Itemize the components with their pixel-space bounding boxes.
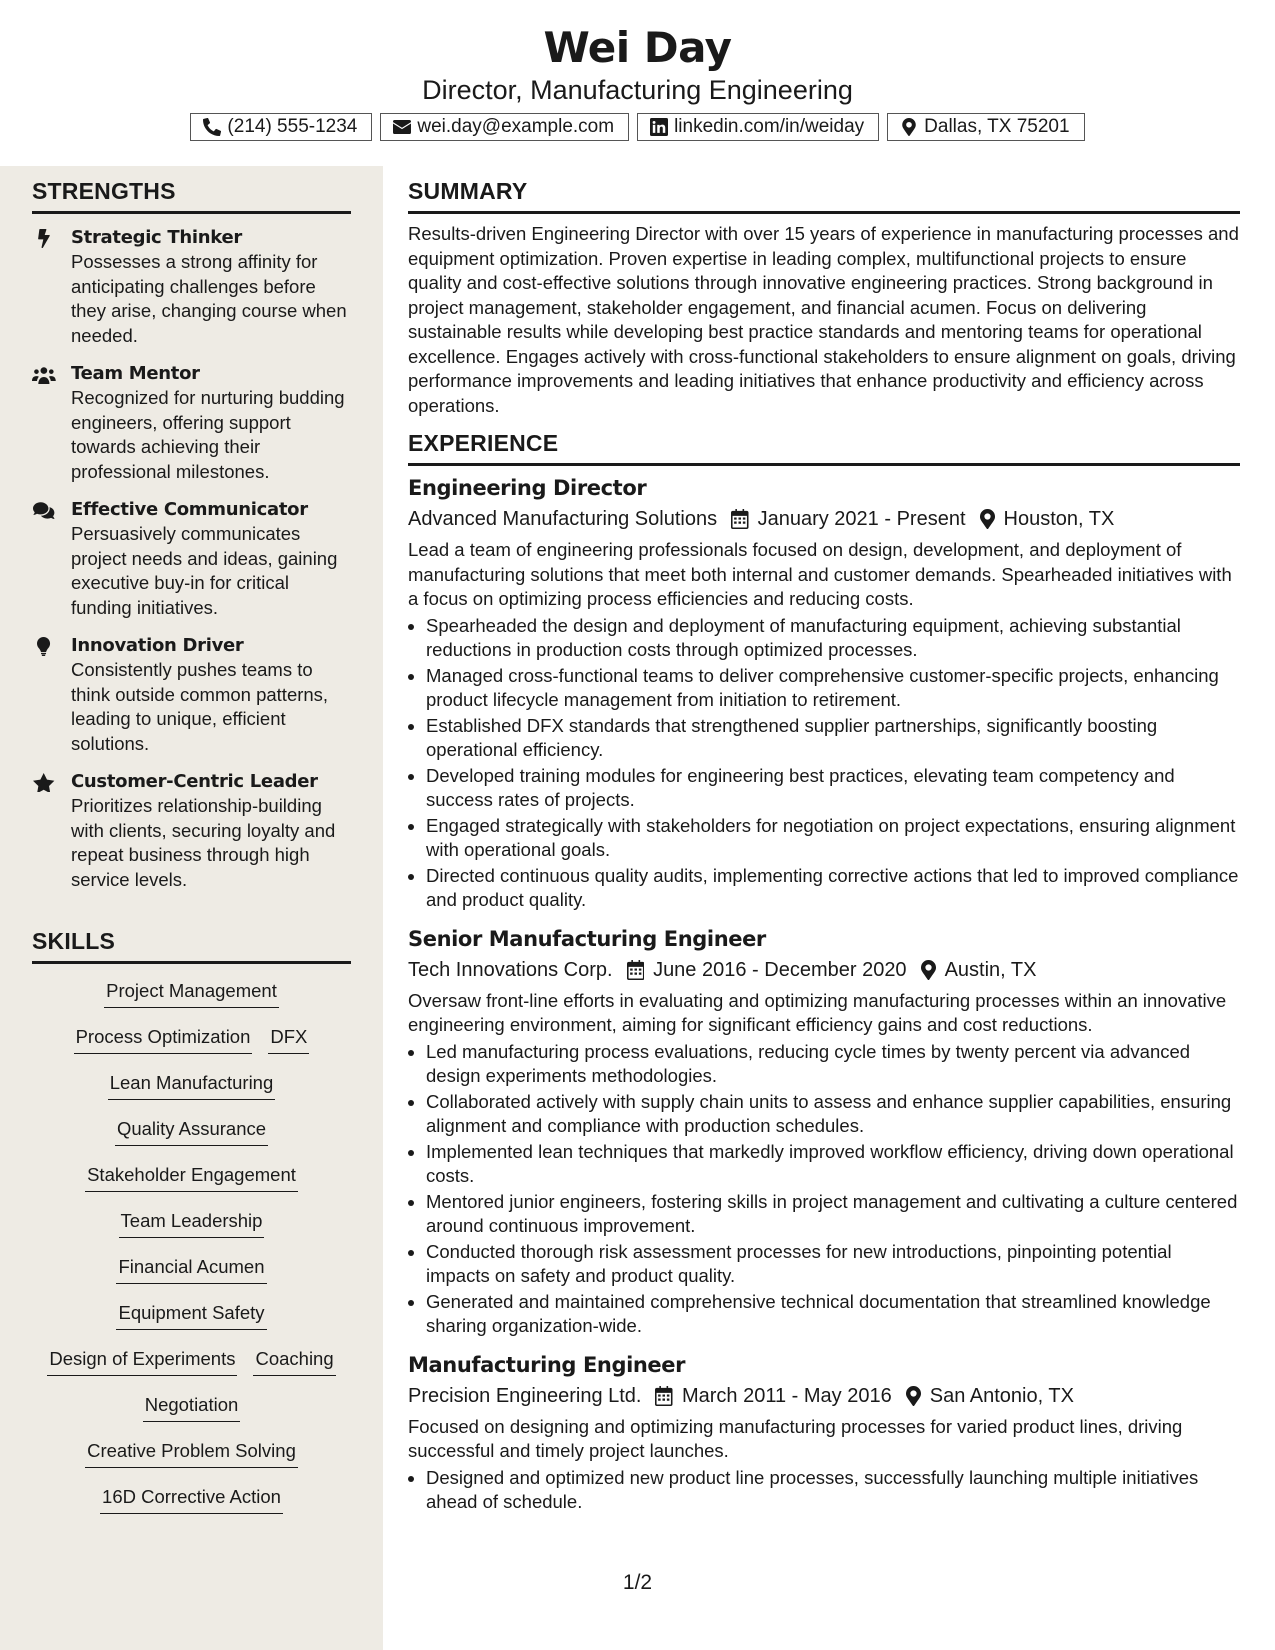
users-icon <box>32 365 56 385</box>
job-description: Focused on designing and optimizing manufacturing processes for varied product lines, driving successful and timely project launches. <box>408 1415 1183 1461</box>
job-description: Oversaw front-line efforts in evaluating and optimizing manufacturing processes within an innovative engineering environment, aiming for significant efficiency gains and cost reductions. <box>408 989 1227 1035</box>
lightbulb-icon <box>32 637 56 657</box>
job-location: Houston, TX <box>1003 508 1115 530</box>
bullet-item: • Engaged strategically with stakeholders for negotiation on project expectations, ensuring alignment with operational goals. <box>426 814 1240 863</box>
job-dates: June 2016 - December 2020 <box>653 958 907 981</box>
job-dates: January 2021 - Present <box>757 508 966 530</box>
calendar-icon <box>731 509 749 529</box>
contact-location[interactable] <box>887 113 1084 141</box>
phone-text: (214) 555-1234 <box>227 116 358 137</box>
summary-section <box>408 177 1240 418</box>
linkedin-text: linkedin.com/in/weiday <box>674 116 865 137</box>
job-company: Precision Engineering Ltd. <box>408 1384 642 1407</box>
map-pin-icon <box>900 118 918 136</box>
job-meta <box>408 1381 1240 1411</box>
job-bullets <box>408 1466 1240 1515</box>
strength-item <box>32 362 351 484</box>
job-bullets <box>408 614 1240 913</box>
strength-item <box>32 498 351 620</box>
map-pin-icon <box>980 509 995 529</box>
skills-section <box>32 927 351 1530</box>
strength-desc: Persuasively communicates project needs and ideas, gaining executive buy-in for critical funding initiatives. <box>71 523 338 618</box>
job-dates: March 2011 - May 2016 <box>681 1384 892 1407</box>
skill-tag: Creative Problem Solving <box>85 1438 298 1468</box>
strength-title: Innovation Driver <box>71 635 244 656</box>
job-description: Lead a team of engineering professionals focused on design, development, and deployment of manufacturing solutions that meet both internal and customer demands. Spearheaded initiatives with a focus on optimizing process efficiencies and reducing costs. <box>408 539 1232 609</box>
page-number: 1/2 <box>622 1571 653 1594</box>
bullet-item: • Mentored junior engineers, fostering skills in project management and cultivating a culture centered around continuous improvement. <box>426 1190 1240 1239</box>
skill-tag: Coaching <box>253 1346 335 1376</box>
bullet-item: • Spearheaded the design and deployment of manufacturing equipment, achieving substantial reductions in production costs through optimized processes. <box>426 614 1240 663</box>
strength-item <box>32 634 351 756</box>
skill-tag: Design of Experiments <box>47 1346 237 1376</box>
sidebar <box>0 166 383 1650</box>
job-title: Engineering Director <box>408 476 647 500</box>
job-title: Senior Manufacturing Engineer <box>408 926 766 951</box>
skill-tag: Project Management <box>104 978 279 1008</box>
comments-icon <box>32 501 56 521</box>
skill-tag: Stakeholder Engagement <box>85 1162 298 1192</box>
strength-desc: Recognized for nurturing budding engineers, offering support towards achieving their professional milestones. <box>71 387 345 482</box>
skills-heading: SKILLS <box>32 927 351 964</box>
experience-section <box>408 429 1240 1516</box>
bullet-item: • Designed and optimized new product line processes, successfully launching multiple initiatives ahead of schedule. <box>426 1466 1240 1515</box>
bullet-item: • Generated and maintained comprehensive technical documentation that streamlined knowledge sharing organization-wide. <box>426 1290 1240 1339</box>
job-location: San Antonio, TX <box>929 1384 1074 1407</box>
job-title: Manufacturing Engineer <box>408 1352 686 1377</box>
email-text: wei.day@example.com <box>417 116 615 137</box>
phone-icon <box>203 118 221 136</box>
job-entry <box>408 1351 1240 1515</box>
skill-tag: Equipment Safety <box>116 1300 266 1330</box>
resume-header <box>0 0 1275 166</box>
bullet-item: • Developed training modules for engineering best practices, elevating team competency and success rates of projects. <box>426 764 1240 813</box>
envelope-icon <box>393 118 411 136</box>
skill-tag: Financial Acumen <box>116 1254 266 1284</box>
job-meta <box>408 504 1240 534</box>
job-company: Tech Innovations Corp. <box>408 958 613 981</box>
location-text: Dallas, TX 75201 <box>924 116 1070 137</box>
summary-heading: SUMMARY <box>408 177 1240 214</box>
calendar-icon <box>655 1386 673 1406</box>
contact-linkedin[interactable] <box>637 113 879 141</box>
strength-title: Strategic Thinker <box>71 227 242 248</box>
strength-title: Team Mentor <box>71 363 200 384</box>
linkedin-icon <box>650 118 668 136</box>
bullet-item: • Led manufacturing process evaluations, reducing cycle times by twenty percent via advanced design experiments methodologies. <box>426 1040 1240 1089</box>
bullet-item: • Collaborated actively with supply chain units to assess and enhance supplier capabilities, ensuring alignment and compliance with production schedules. <box>426 1090 1240 1139</box>
bullet-item: • Directed continuous quality audits, implementing corrective actions that led to improved compliance and product quality. <box>426 864 1240 913</box>
candidate-name: Wei Day <box>543 23 732 72</box>
bullet-item: • Established DFX standards that strengthened supplier partnerships, significantly boosting operational efficiency. <box>426 714 1240 763</box>
skill-tag: Process Optimization <box>74 1024 253 1054</box>
calendar-icon <box>627 960 645 980</box>
bullet-item: • Conducted thorough risk assessment processes for new introductions, pinpointing potential impacts on safety and product quality. <box>426 1240 1240 1289</box>
candidate-title: Director, Manufacturing Engineering <box>422 75 853 105</box>
contact-email[interactable] <box>380 113 629 141</box>
strength-title: Customer-Centric Leader <box>71 771 318 792</box>
skills-list <box>32 978 351 1530</box>
skill-tag: Negotiation <box>143 1392 241 1422</box>
job-location: Austin, TX <box>944 958 1037 981</box>
skill-tag: Lean Manufacturing <box>108 1070 276 1100</box>
map-pin-icon <box>921 960 936 980</box>
job-company: Advanced Manufacturing Solutions <box>408 508 718 530</box>
strength-desc: Prioritizes relationship-building with clients, securing loyalty and repeat business through high service levels. <box>71 795 336 890</box>
strength-item <box>32 770 351 892</box>
experience-heading: EXPERIENCE <box>408 429 1240 466</box>
skill-tag: Team Leadership <box>119 1208 265 1238</box>
job-bullets <box>408 1040 1240 1339</box>
strength-title: Effective Communicator <box>71 499 308 520</box>
contact-bar <box>0 113 1275 141</box>
contact-phone[interactable] <box>190 113 372 141</box>
strengths-section <box>32 177 351 906</box>
strength-item <box>32 226 351 348</box>
job-meta <box>408 955 1240 985</box>
job-entry <box>408 925 1240 1339</box>
skill-tag: 16D Corrective Action <box>100 1484 283 1514</box>
strength-desc: Consistently pushes teams to think outside common patterns, leading to unique, efficient solutions. <box>71 659 329 754</box>
strength-desc: Possesses a strong affinity for anticipating challenges before they arise, changing course when needed. <box>71 251 347 346</box>
bolt-icon <box>32 229 56 249</box>
bullet-item: • Managed cross-functional teams to deliver comprehensive customer-specific projects, enhancing product lifecycle management from initiation to retirement. <box>426 664 1240 713</box>
map-pin-icon <box>906 1386 921 1406</box>
skill-tag: Quality Assurance <box>115 1116 268 1146</box>
job-entry <box>408 474 1240 913</box>
skill-tag: DFX <box>268 1024 309 1054</box>
star-icon <box>32 773 56 793</box>
strengths-heading: STRENGTHS <box>32 177 351 214</box>
bullet-item: • Implemented lean techniques that markedly improved workflow efficiency, driving down operational costs. <box>426 1140 1240 1189</box>
summary-text: Results-driven Engineering Director with over 15 years of experience in manufacturing processes and equipment optimization. Proven expertise in leading complex, multifunctional projects to ensure quality and cost-effective solutions through innovative engineering practices. Strong background in project management, stakeholder engagement, and financial acumen. Focus on delivering sustainable results while developing best practice standards and mentoring teams for operational excellence. Engages actively with cross-functional stakeholders to ensure alignment on goals, driving performance improvements and leading initiatives that enhance productivity and efficiency across operations. <box>408 223 1239 416</box>
